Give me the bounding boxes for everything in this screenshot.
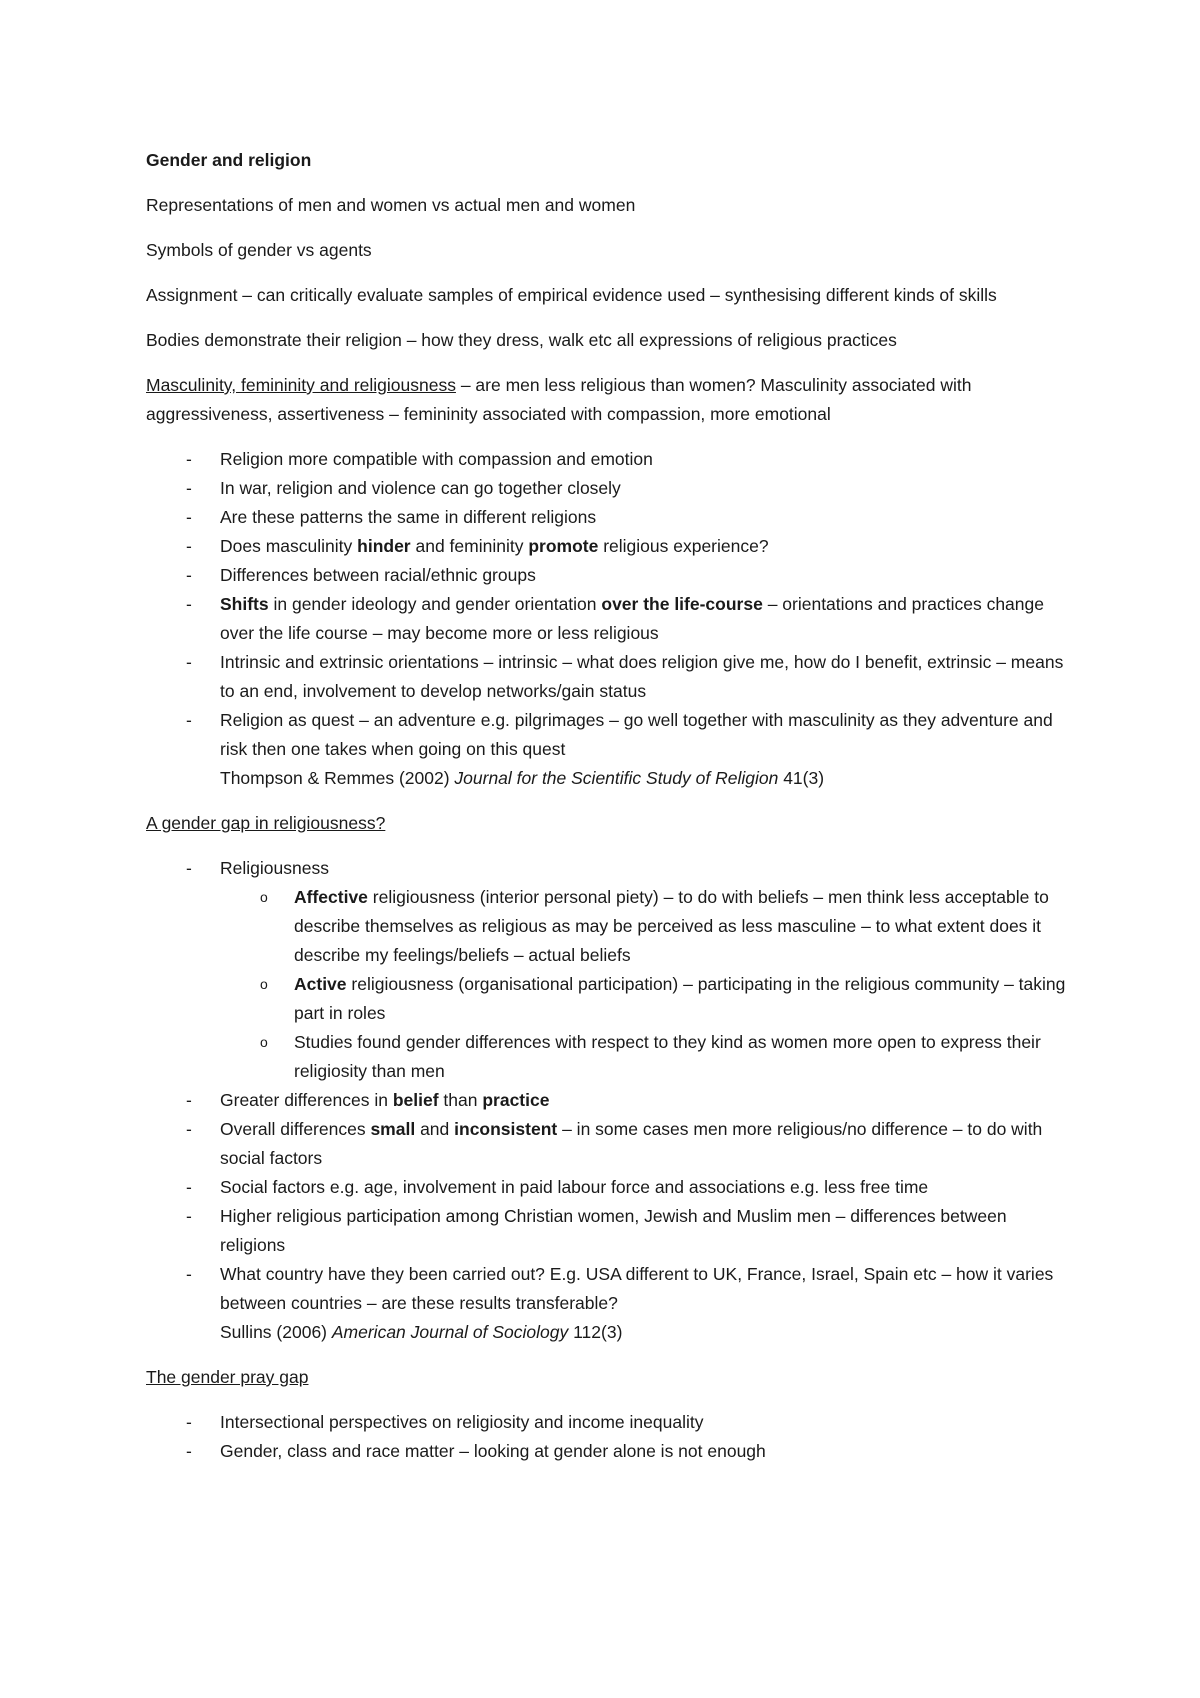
text-run: Religion as quest – an adventure e.g. pilgrimages – go well together with masculinity as they adventure and risk then one takes when going on this quest [220, 710, 1053, 759]
list-item [146, 1115, 1066, 1173]
list-item [146, 532, 1066, 561]
text-run: Overall differences [220, 1119, 371, 1139]
bold-text: hinder [357, 536, 411, 556]
citation-volume: 41(3) [778, 768, 825, 788]
list-item: - Higher religious participation among Christian women, Jewish and Muslim men – differences between religions [146, 1202, 1066, 1260]
bold-text: Shifts [220, 594, 269, 614]
text-run: and femininity [410, 536, 529, 556]
text-run: What country have they been carried out? E.g. USA different to UK, France, Israel, Spain etc – how it varies between countries – are these results transferable? [220, 1264, 1054, 1313]
list-item [146, 590, 1066, 648]
bold-text: inconsistent [454, 1119, 558, 1139]
sub-list-item [220, 970, 1066, 1028]
paragraph: Bodies demonstrate their religion – how they dress, walk etc all expressions of religious practices [146, 330, 897, 350]
sub-list-item: o Studies found gender differences with respect to they kind as women more open to express their religiosity than men [220, 1028, 1066, 1086]
sub-list [220, 883, 1066, 1086]
text-run: Religiousness [220, 858, 329, 878]
bold-text: Affective [294, 887, 368, 907]
text-run: religiousness (organisational participation) – participating in the religious community – taking part in roles [294, 974, 1066, 1023]
list-item: - Intersectional perspectives on religiosity and income inequality [146, 1408, 1066, 1437]
bold-text: over the life-course [601, 594, 763, 614]
paragraph: Representations of men and women vs actual men and women [146, 195, 636, 215]
list-item: - Differences between racial/ethnic groups [146, 561, 1066, 590]
text-run: religious experience? [598, 536, 769, 556]
list-item [146, 1260, 1066, 1347]
list-item [146, 1086, 1066, 1115]
journal-title: Journal for the Scientific Study of Religion [454, 768, 779, 788]
list-item: - Gender, class and race matter – looking at gender alone is not enough [146, 1437, 1066, 1466]
text-run: – in some cases men more religious/no difference – to do with social factors [220, 1119, 1043, 1168]
list-item: - Religion more compatible with compassion and emotion [146, 445, 1066, 474]
bullet-list [146, 1408, 1066, 1466]
section-intro-paragraph [146, 371, 1066, 429]
text-run: than [438, 1090, 483, 1110]
paragraph: Assignment – can critically evaluate samples of empirical evidence used – synthesising different kinds of skills [146, 285, 997, 305]
text-run: in gender ideology and gender orientation [268, 594, 602, 614]
bullet-list [146, 854, 1066, 1347]
section-heading: The gender pray gap [146, 1367, 309, 1387]
bold-text: practice [482, 1090, 550, 1110]
citation: Sullins (2006) [220, 1322, 332, 1342]
bold-text: promote [528, 536, 599, 556]
text-run: Does masculinity [220, 536, 358, 556]
section-heading: A gender gap in religiousness? [146, 813, 386, 833]
list-item: - Intrinsic and extrinsic orientations – intrinsic – what does religion give me, how do I benefit, extrinsic – means to an end, involvement to develop networks/gain status [146, 648, 1066, 706]
bold-text: belief [392, 1090, 439, 1110]
bold-text: small [370, 1119, 416, 1139]
text-run: Greater differences in [220, 1090, 393, 1110]
text-run: and [415, 1119, 455, 1139]
sub-list-item [220, 883, 1066, 970]
bullet-list [146, 445, 1066, 793]
document-title: Gender and religion [146, 150, 312, 170]
paragraph: Symbols of gender vs agents [146, 240, 372, 260]
journal-title: American Journal of Sociology [331, 1322, 569, 1342]
list-item: - In war, religion and violence can go together closely [146, 474, 1066, 503]
list-item: - Are these patterns the same in different religions [146, 503, 1066, 532]
section-heading: Masculinity, femininity and religiousness [146, 375, 456, 395]
list-item: - Social factors e.g. age, involvement in paid labour force and associations e.g. less free time [146, 1173, 1066, 1202]
citation-volume: 112(3) [568, 1322, 623, 1342]
document-body [146, 146, 1066, 1482]
citation: Thompson & Remmes (2002) [220, 768, 455, 788]
text-run: religiousness (interior personal piety) – to do with beliefs – men think less acceptable to describe themselves as religious as may be perceived as less masculine – to what extent does it describe my feelings/beliefs – actual beliefs [294, 887, 1049, 965]
list-item [146, 854, 1066, 1086]
section-intro-text: – are men less religious than women? Masculinity associated with aggressiveness, assertiveness – femininity associated with compassion, more emotional [146, 375, 972, 424]
list-item [146, 706, 1066, 793]
bold-text: Active [294, 974, 347, 994]
text-run: – orientations and practices change over the life course – may become more or less religious [220, 594, 1044, 643]
